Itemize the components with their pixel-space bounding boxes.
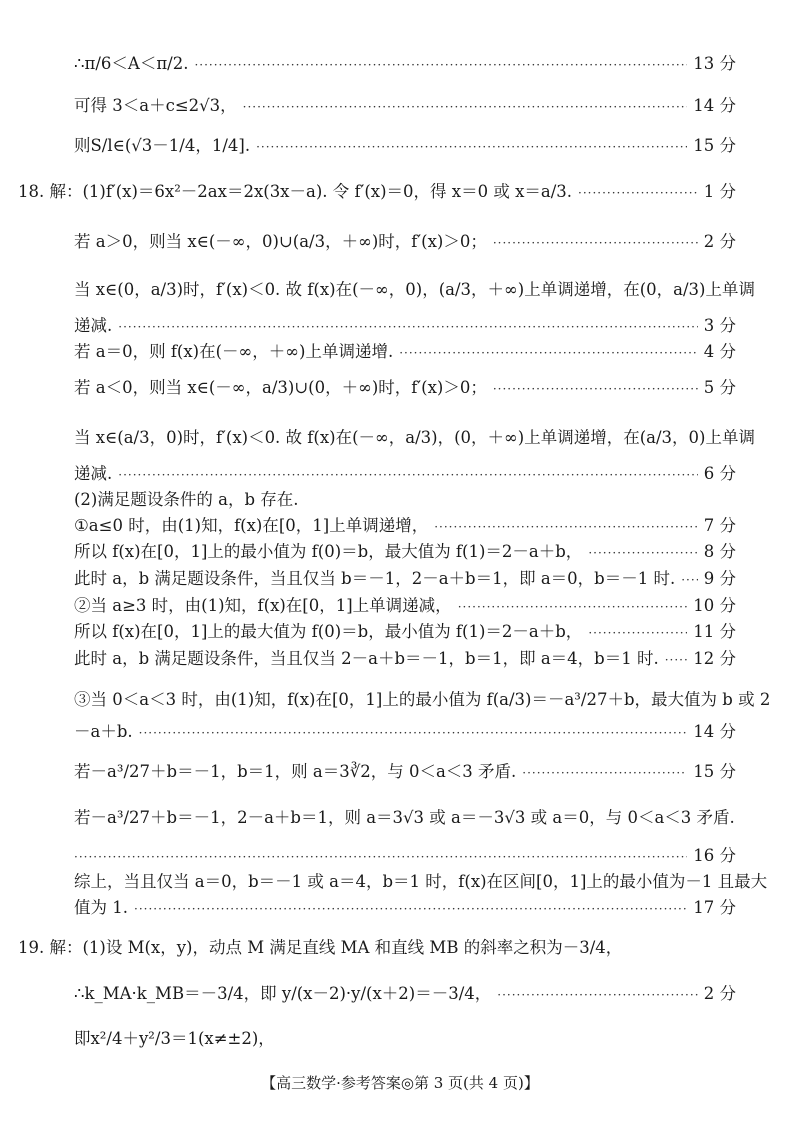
line-18: [74, 645, 736, 669]
leader-dots: [493, 236, 698, 250]
line-text: －a＋b.: [74, 722, 133, 741]
score: 10 分: [693, 596, 736, 615]
line-text: 若 a＜0，则当 x∈(－∞，a/3)∪(0，＋∞)时，f′(x)＞0；: [74, 378, 487, 397]
line-text: 所以 f(x)在[0，1]上的最小值为 f(0)＝b，最大值为 f(1)＝2－a＋b，: [74, 542, 583, 561]
line-19: [74, 686, 771, 710]
line-9: [74, 374, 736, 398]
score: 15 分: [693, 762, 736, 781]
leader-dots: [256, 140, 687, 154]
leader-dots: [74, 850, 687, 864]
line-12: [74, 486, 736, 510]
score: 1 分: [703, 182, 736, 201]
line-text: ∴k_MA·k_MB＝－3/4，即 y/(x－2)·y/(x＋2)＝－3/4，: [74, 984, 492, 1003]
score: 11 分: [693, 622, 736, 641]
score: 16 分: [693, 846, 736, 865]
line-1: [74, 50, 736, 74]
line-8: [74, 338, 736, 362]
leader-dots: [588, 546, 697, 560]
leader-dots: [522, 766, 687, 780]
line-25: [74, 894, 736, 918]
line-14: [74, 538, 736, 562]
score: 4 分: [703, 342, 736, 361]
score: 14 分: [693, 96, 736, 115]
line-11: [74, 460, 736, 484]
score: 14 分: [693, 722, 736, 741]
line-text: 此时 a，b 满足题设条件，当且仅当 2－a＋b＝－1，b＝1，即 a＝4，b＝1 时.: [74, 649, 659, 668]
line-20: [74, 718, 736, 742]
line-text: ③当 0＜a＜3 时，由(1)知，f(x)在[0，1]上的最小值为 f(a/3)＝－a³/27＋b，最大值为 b 或 2: [74, 690, 771, 709]
line-text: 综上，当且仅当 a＝0，b＝－1 或 a＝4，b＝1 时，f(x)在区间[0，1]上的最小值为－1 且最大: [74, 872, 768, 891]
line-26: [18, 934, 736, 958]
line-22: [74, 804, 736, 828]
line-text: 当 x∈(0，a/3)时，f′(x)＜0. 故 f(x)在(－∞，0)，(a/3，＋∞)上单调递增，在(0，a/3)上单调: [74, 280, 755, 299]
line-text: 即x²/4＋y²/3＝1(x≠±2)，: [74, 1029, 275, 1048]
line-text: 若 a＞0，则当 x∈(－∞，0)∪(a/3，＋∞)时，f′(x)＞0；: [74, 232, 487, 251]
line-16: [74, 592, 736, 616]
line-6: [74, 276, 755, 300]
line-text: ∴π/6＜A＜π/2.: [74, 54, 189, 73]
leader-dots: [497, 988, 697, 1002]
score: 9 分: [703, 569, 736, 588]
line-text: 此时 a，b 满足题设条件，当且仅当 b＝－1，2－a＋b＝1，即 a＝0，b＝－1 时.: [74, 569, 676, 588]
leader-dots: [665, 653, 688, 667]
score: 2 分: [703, 984, 736, 1003]
line-4: [18, 178, 736, 202]
line-text: 则S/l∈(√3－1/4，1/4].: [74, 136, 251, 155]
leader-dots: [681, 573, 698, 587]
line-17: [74, 618, 736, 642]
score: 6 分: [703, 464, 736, 483]
line-10: [74, 424, 755, 448]
line-text: 可得 3＜a＋c≤2√3，: [74, 96, 237, 115]
line-text: (2)满足题设条件的 a，b 存在.: [74, 490, 299, 509]
line-7: [74, 312, 736, 336]
leader-dots: [578, 186, 698, 200]
line-27: [74, 980, 736, 1004]
line-text: 所以 f(x)在[0，1]上的最大值为 f(0)＝b，最小值为 f(1)＝2－a＋b，: [74, 622, 583, 641]
score: 2 分: [703, 232, 736, 251]
line-text: 19. 解：(1)设 M(x，y)，动点 M 满足直线 MA 和直线 MB 的斜率之积为－3/4，: [18, 938, 623, 957]
line-21: [74, 758, 736, 782]
leader-dots: [134, 902, 687, 916]
line-text: 若－a³/27＋b＝－1，b＝1，则 a＝3∛2，与 0＜a＜3 矛盾.: [74, 762, 517, 781]
score: 15 分: [693, 136, 736, 155]
line-2: [74, 92, 736, 116]
line-23: [74, 842, 736, 866]
score: 5 分: [703, 378, 736, 397]
leader-dots: [118, 320, 698, 334]
leader-dots: [139, 726, 688, 740]
score: 12 分: [693, 649, 736, 668]
line-text: 若 a＝0，则 f(x)在(－∞，＋∞)上单调递增.: [74, 342, 394, 361]
line-text: ①a≤0 时，由(1)知，f(x)在[0，1]上单调递增，: [74, 516, 429, 535]
leader-dots: [399, 346, 698, 360]
score: 3 分: [703, 316, 736, 335]
page-footer: 【高三数学·参考答案◎第 3 页(共 4 页)】: [261, 1074, 539, 1092]
leader-dots: [243, 100, 688, 114]
leader-dots: [493, 382, 698, 396]
line-5: [74, 228, 736, 252]
line-text: 值为 1.: [74, 898, 128, 917]
line-text: 18. 解：(1)f′(x)＝6x²－2ax＝2x(3x－a). 令 f′(x)＝0，得 x＝0 或 x＝a/3.: [18, 182, 573, 201]
line-3: [74, 132, 736, 156]
score: 8 分: [703, 542, 736, 561]
line-text: 若－a³/27＋b＝－1，2－a＋b＝1，则 a＝3√3 或 a＝－3√3 或 a＝0，与 0＜a＜3 矛盾.: [74, 808, 735, 827]
leader-dots: [588, 626, 687, 640]
line-28: [74, 1025, 736, 1049]
line-13: [74, 512, 736, 536]
line-24: [74, 868, 768, 892]
leader-dots: [118, 468, 698, 482]
line-text: 递减.: [74, 464, 113, 483]
line-text: 当 x∈(a/3，0)时，f′(x)＜0. 故 f(x)在(－∞，a/3)，(0，＋∞)上单调递增，在(a/3，0)上单调: [74, 428, 755, 447]
leader-dots: [434, 520, 698, 534]
line-text: 递减.: [74, 316, 113, 335]
score: 7 分: [703, 516, 736, 535]
leader-dots: [194, 58, 687, 72]
score: 17 分: [693, 898, 736, 917]
leader-dots: [458, 600, 688, 614]
line-15: [74, 565, 736, 589]
line-text: ②当 a≥3 时，由(1)知，f(x)在[0，1]上单调递减，: [74, 596, 452, 615]
score: 13 分: [693, 54, 736, 73]
